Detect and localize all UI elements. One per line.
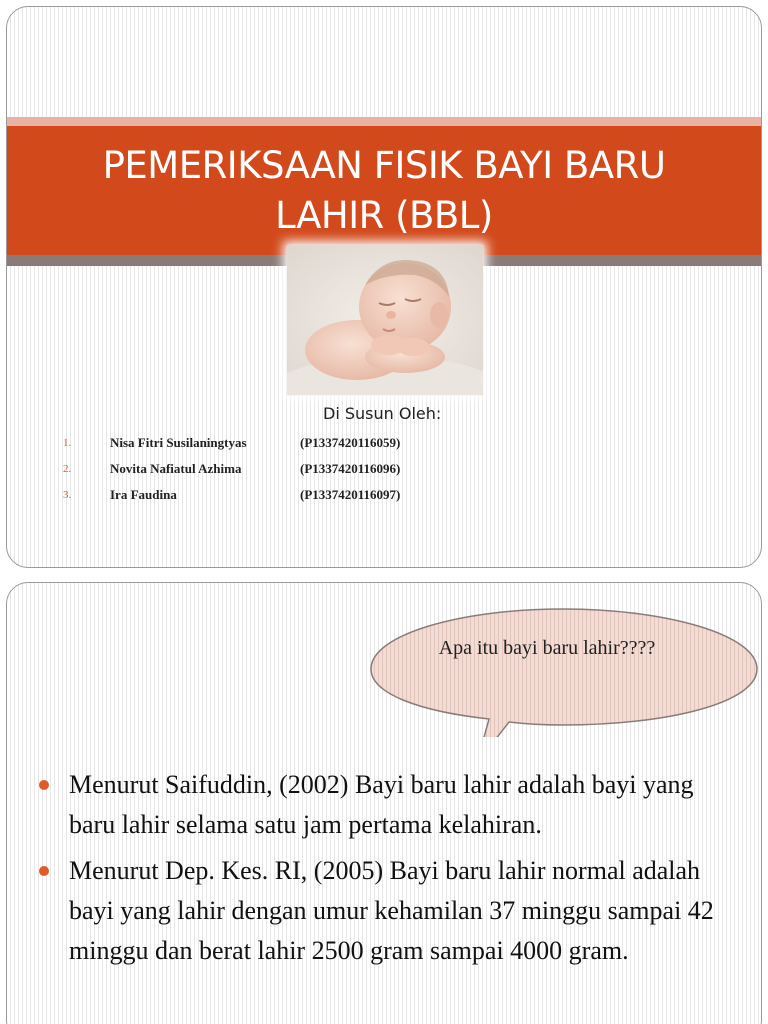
author-id: (P1337420116096) bbox=[300, 461, 401, 476]
bullet-dot-icon bbox=[39, 866, 49, 876]
author-name: Novita Nafiatul Azhima bbox=[110, 461, 242, 476]
title-top-strip bbox=[7, 117, 761, 126]
baby-photo bbox=[287, 245, 483, 395]
speech-bubble bbox=[367, 603, 762, 737]
title-band bbox=[7, 126, 761, 255]
author-id: (P1337420116059) bbox=[300, 435, 401, 450]
author-number: 1. bbox=[63, 437, 72, 449]
author-name: Ira Faudina bbox=[110, 487, 177, 502]
bullet-dot-icon bbox=[39, 780, 49, 790]
authors-heading: Di Susun Oleh: bbox=[323, 404, 442, 423]
speech-bubble-icon bbox=[367, 603, 762, 737]
author-name: Nisa Fitri Susilaningtyas bbox=[110, 435, 247, 450]
bullet-text: Menurut Dep. Kes. RI, (2005) Bayi baru lahir normal adalah bayi yang lahir dengan umur kehamilan 37 minggu sampai 42 minggu dan berat lahir 2500 gram sampai 4000 gram. bbox=[69, 856, 714, 965]
slide-title-text: PEMERIKSAAN FISIK BAYI BARU LAHIR (BBL) bbox=[102, 143, 666, 237]
bubble-text: Apa itu bayi baru lahir???? bbox=[438, 637, 656, 659]
author-number: 3. bbox=[63, 489, 72, 501]
slide-title bbox=[6, 6, 762, 568]
author-id: (P1337420116097) bbox=[300, 487, 401, 502]
author-number: 2. bbox=[63, 463, 72, 475]
sleeping-baby-icon bbox=[287, 245, 483, 395]
bullet-text: Menurut Saifuddin, (2002) Bayi baru lahir adalah bayi yang baru lahir selama satu jam pertama kelahiran. bbox=[69, 770, 694, 839]
bullet-item bbox=[37, 851, 737, 971]
definition-bullets bbox=[37, 765, 737, 977]
slide-definition bbox=[6, 582, 762, 1024]
bullet-item bbox=[37, 765, 737, 845]
